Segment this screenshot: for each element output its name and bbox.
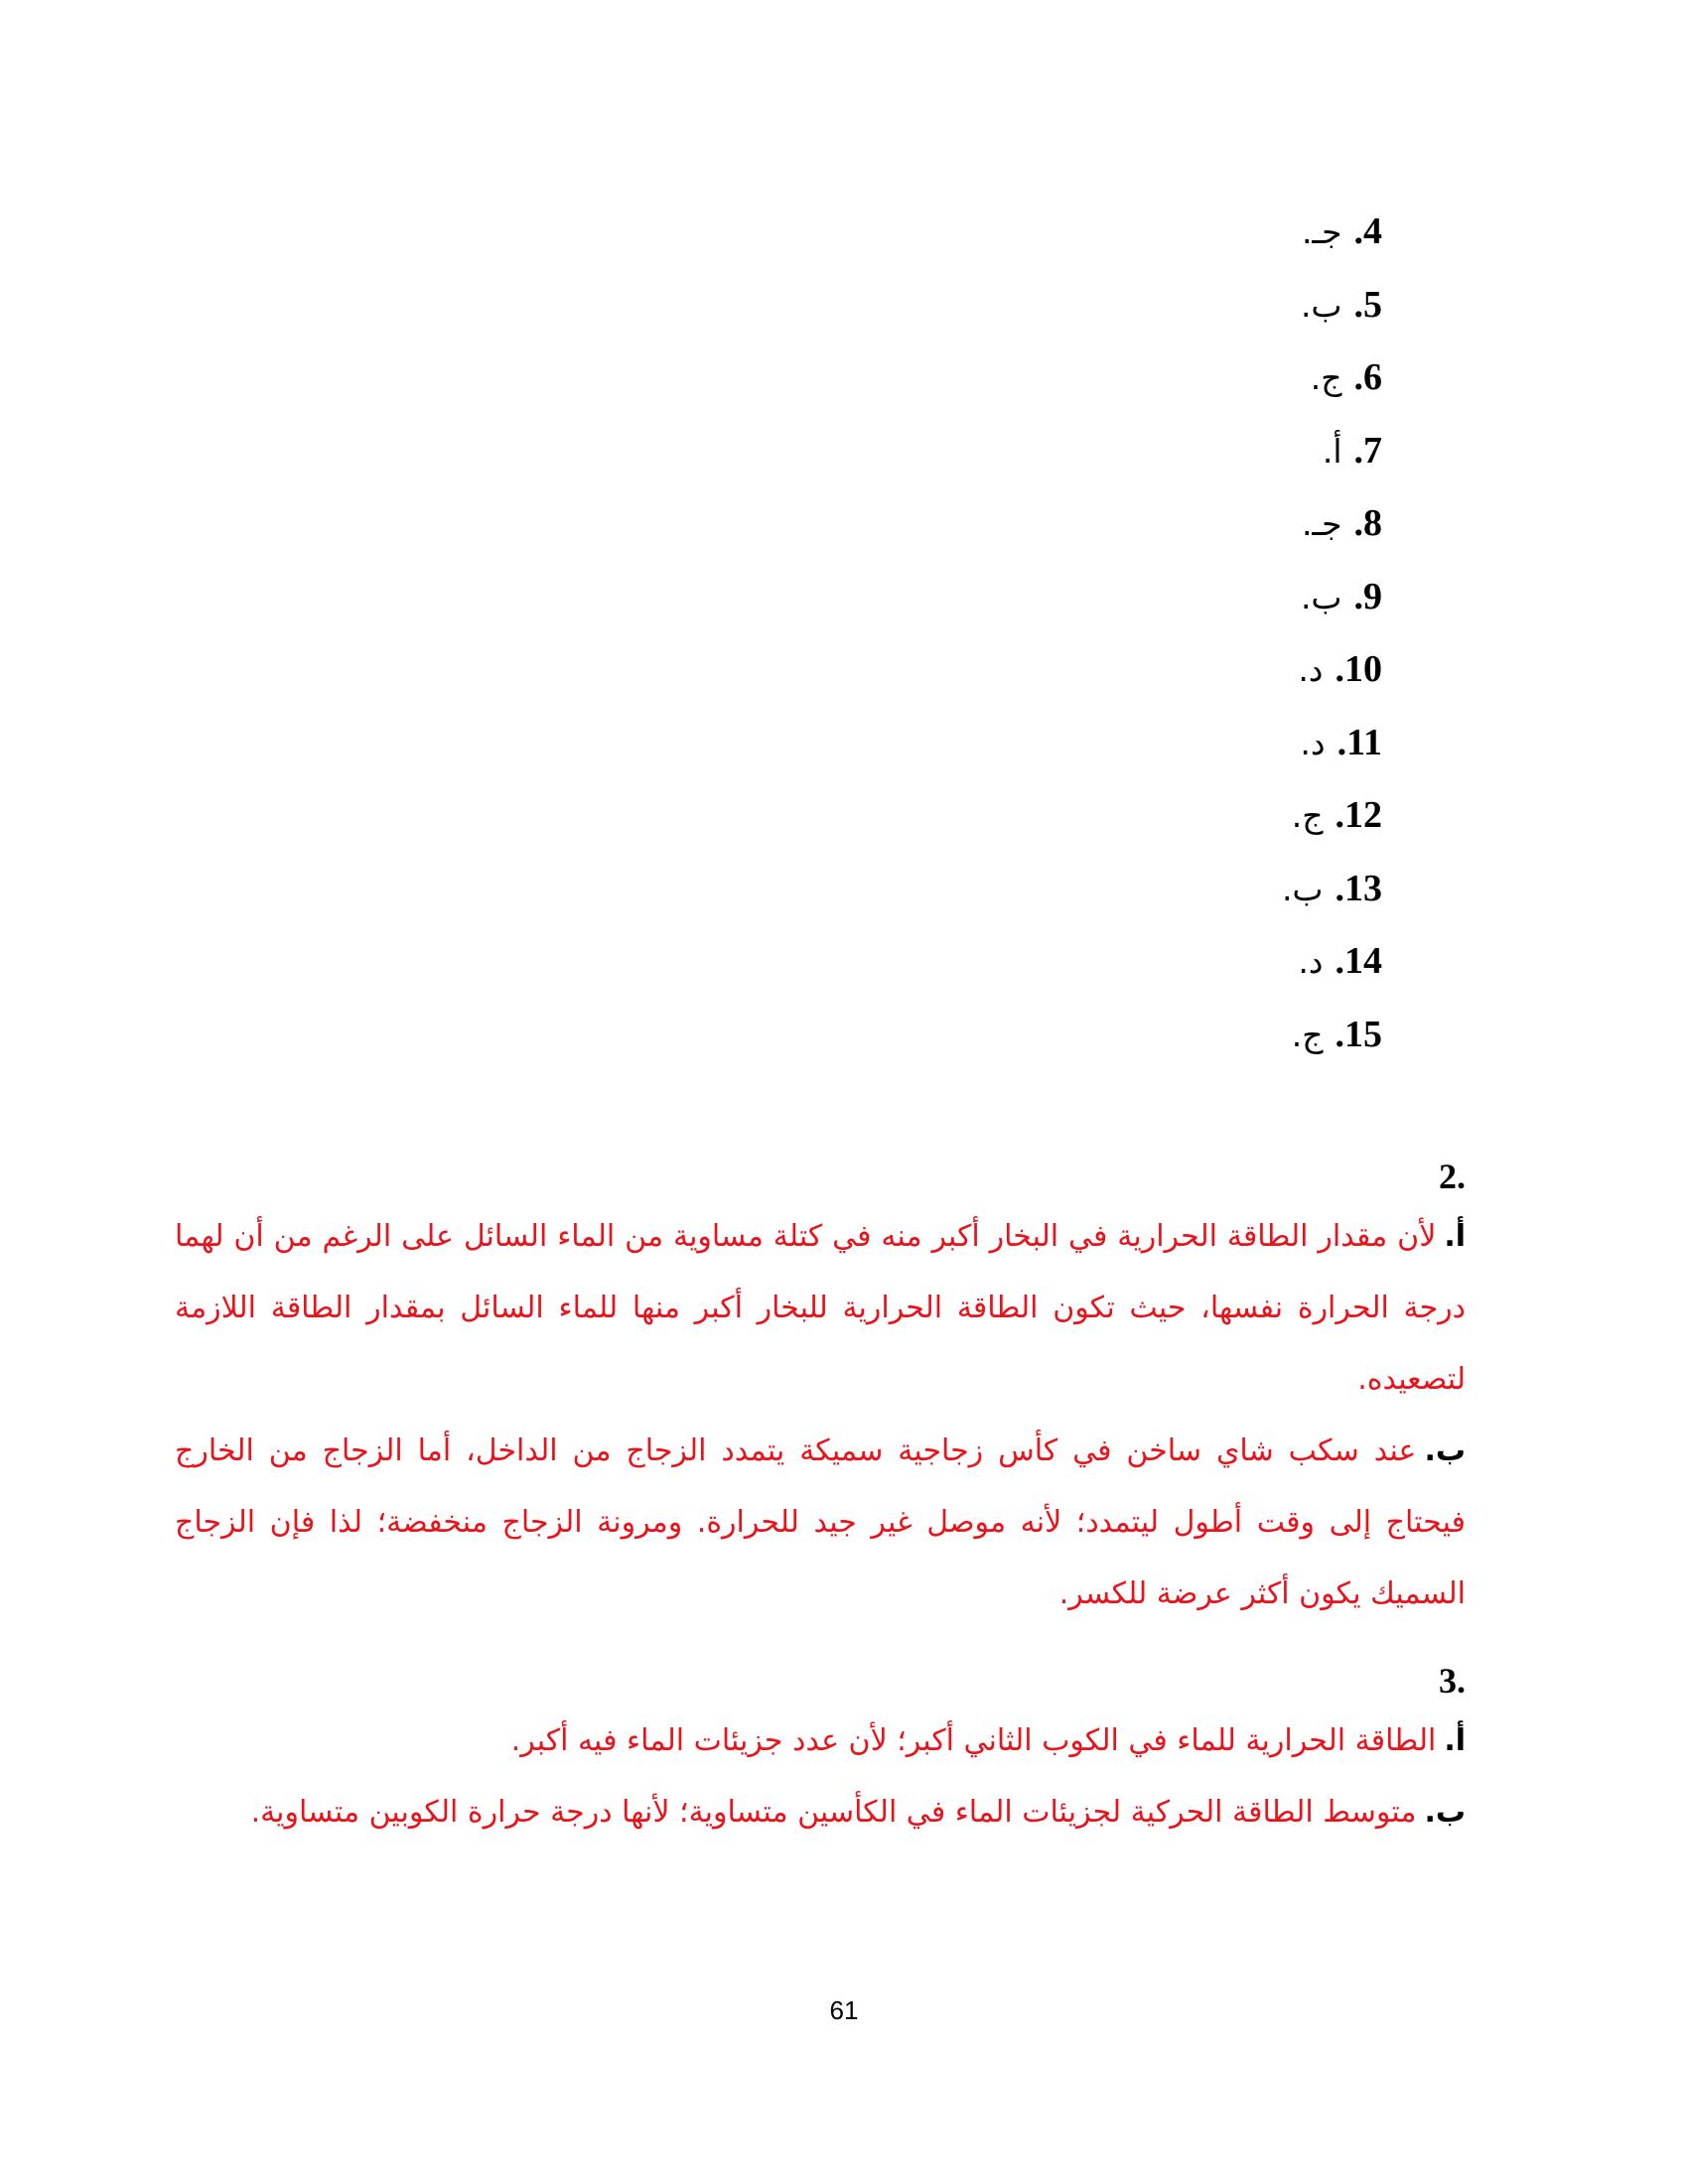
explanation-paragraph — [175, 1201, 1466, 1416]
explanation-paragraph — [175, 1777, 1466, 1848]
answer-number: 9. — [1353, 575, 1382, 617]
answer-choice: ج. — [1291, 796, 1324, 835]
answer-item — [985, 572, 1382, 645]
answer-item — [985, 498, 1382, 572]
answer-number: 13. — [1335, 867, 1382, 909]
answer-item — [985, 426, 1382, 499]
answer-choice: جـ. — [1301, 504, 1342, 543]
answer-choice: د. — [1298, 942, 1324, 981]
answer-item — [985, 718, 1382, 791]
answer-choice: جـ. — [1301, 212, 1342, 251]
answer-item — [985, 790, 1382, 864]
answer-number: 5. — [1353, 283, 1382, 326]
answer-item — [985, 352, 1382, 426]
section-3 — [175, 1656, 1466, 1848]
answer-item — [985, 864, 1382, 937]
page-number: 61 — [829, 1995, 859, 2025]
item-label: ب. — [1424, 1433, 1466, 1468]
explanation-paragraph — [175, 1706, 1466, 1777]
section-number: .3 — [1439, 1661, 1466, 1701]
item-label: أ. — [1444, 1723, 1466, 1758]
answer-item — [985, 1010, 1382, 1083]
answer-item — [985, 936, 1382, 1010]
answer-choice: ب. — [1281, 869, 1324, 908]
answer-item — [985, 644, 1382, 718]
answer-number: 12. — [1335, 794, 1382, 836]
answer-number: 4. — [1353, 210, 1382, 252]
explanation-paragraph — [175, 1416, 1466, 1630]
answer-choice: أ. — [1322, 431, 1342, 471]
answer-number: 6. — [1353, 356, 1382, 398]
answer-choice: ب. — [1300, 285, 1342, 325]
section-2 — [175, 1152, 1466, 1630]
answer-number: 8. — [1353, 502, 1382, 544]
answer-choice: ج. — [1310, 358, 1342, 397]
answer-number: 7. — [1353, 429, 1382, 472]
item-label: أ. — [1444, 1219, 1466, 1254]
answer-list — [985, 206, 1382, 1082]
answer-item — [985, 280, 1382, 353]
answer-number: 10. — [1335, 648, 1382, 690]
answer-number: 14. — [1335, 940, 1382, 982]
item-label: ب. — [1424, 1795, 1466, 1830]
explanation-text: عند سكب شاي ساخن في كأس زجاجية سميكة يتمدد الزجاج من الداخل، أما الزجاج من الخارج فيحتاج إلى وقت أطول ليتمدد؛ لأنه موصل غير جيد للحرارة. ومرونة الزجاج منخفضة؛ لذا فإن الزجاج السميك يكون أكثر عرضة للكسر. — [175, 1433, 1466, 1611]
answer-choice: ج. — [1291, 1015, 1324, 1054]
answer-choice: ب. — [1300, 577, 1342, 616]
answer-item — [985, 206, 1382, 280]
explanation-text: الطاقة الحرارية للماء في الكوب الثاني أكبر؛ لأن عدد جزيئات الماء فيه أكبر. — [510, 1723, 1437, 1758]
answer-number: 11. — [1336, 721, 1382, 763]
section-number: .2 — [1439, 1157, 1466, 1196]
answer-choice: د. — [1300, 723, 1326, 762]
explanation-text: متوسط الطاقة الحركية لجزيئات الماء في الكأسين متساوية؛ لأنها درجة حرارة الكوبين متساوية. — [250, 1795, 1417, 1830]
explanation-text: لأن مقدار الطاقة الحرارية في البخار أكبر منه في كتلة مساوية من الماء السائل على الرغم من أن لهما درجة الحرارة نفسها، حيث تكون الطاقة الحرارية للبخار أكبر منها للماء السائل بمقدار الطاقة اللازمة لتصعيده. — [175, 1219, 1466, 1397]
answer-number: 15. — [1335, 1013, 1382, 1055]
answer-choice: د. — [1298, 650, 1324, 689]
